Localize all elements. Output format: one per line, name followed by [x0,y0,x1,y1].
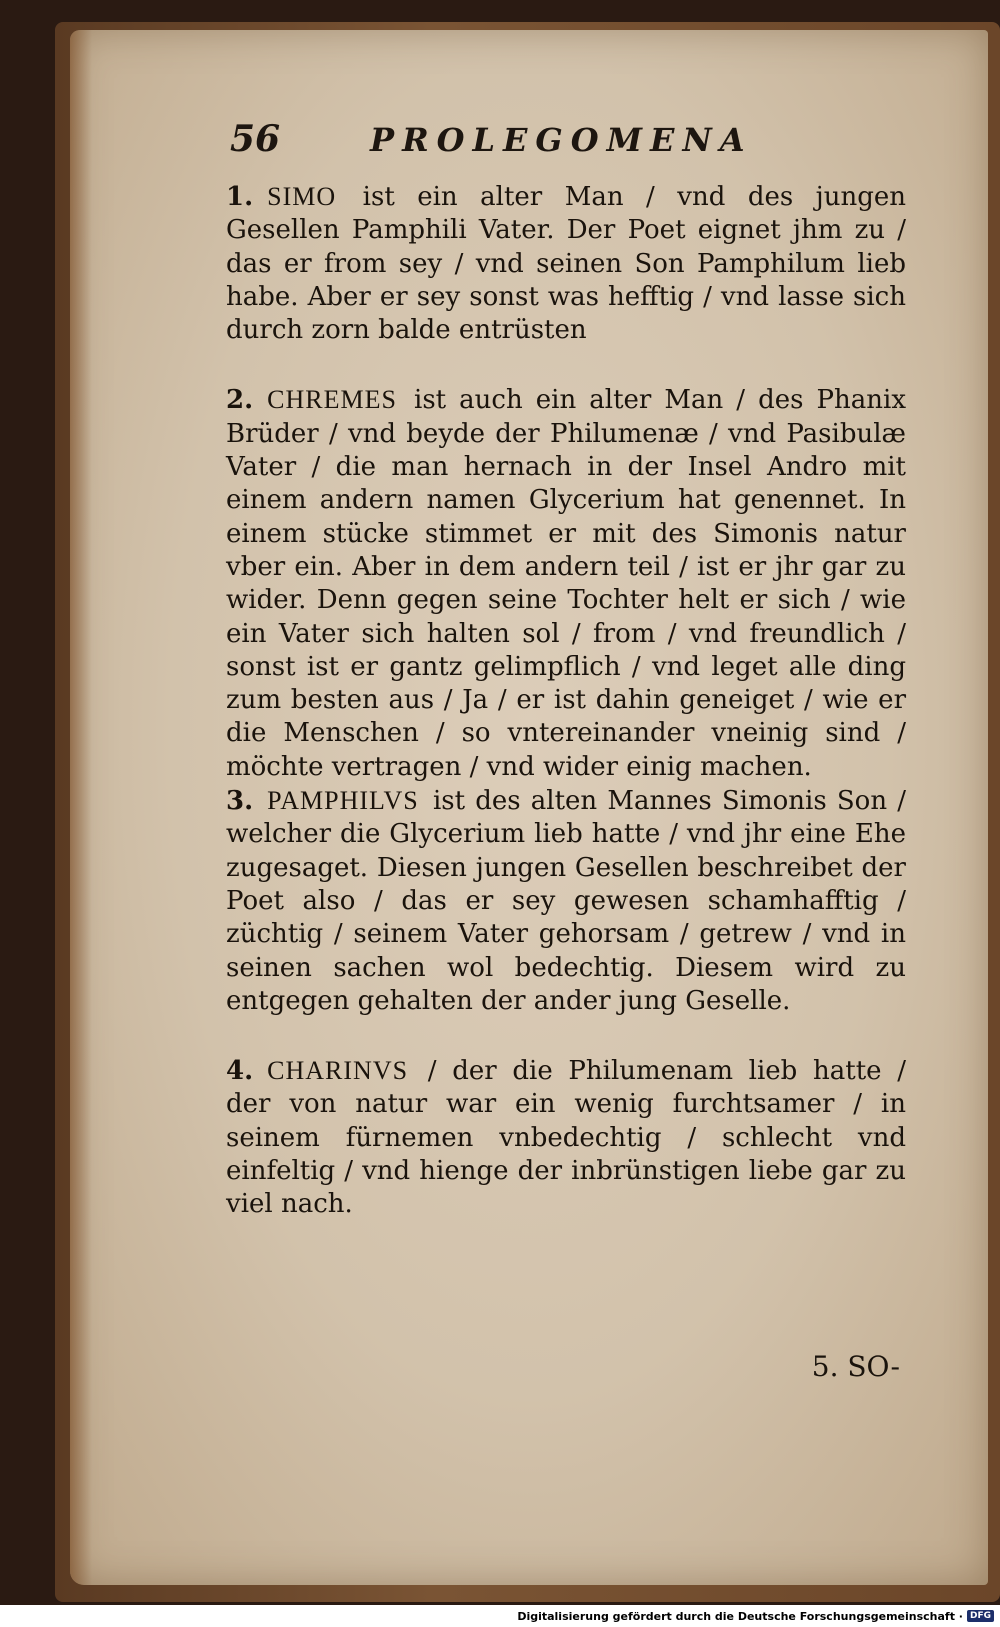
paragraph-number: 2. [226,385,254,416]
paragraph-number: 1. [226,182,254,212]
paragraph-number: 3. [226,786,254,817]
paragraph-text: ist auch ein alter Man / des Phanix Brüder / vnd beyde der Philumenæ / vnd Pasibulæ Vater / die man hernach in der Insel Andro mit einem andern namen Glycerium hat genennet. In einem stücke stimmet er mit des Simonis natur vber ein. Aber in dem andern teil / ist er jhr gar zu wider. Denn gegen seine Tochter helt er sich / wie ein Vater sich halten sol / from / vnd freundlich / sonst ist er gantz gelimpflich / vnd leget alle ding zum besten aus / Ja / er ist dahin geneiget / wie er die Menschen / so vntereinander vneinig sind / möchte vertragen / vnd wider einig machen. [226,385,906,782]
paragraph-charinus [226,1054,906,1221]
character-name: CHARINVS [267,1056,409,1086]
dfg-logo-icon: DFG [967,1610,994,1622]
paragraph-simo [226,180,906,347]
character-name: PAMPHILVS [267,786,419,816]
catchword: 5. SO- [811,1350,900,1383]
paragraph-pamphilus [226,784,906,1018]
paragraph-number: 4. [226,1056,254,1087]
character-name: CHREMES [267,385,397,415]
character-name: SIMO [267,182,337,211]
paragraph-text: / der die Philumenam lieb hatte / der von natur war ein wenig furchtsamer / in seinem fürnemen vnbedechtig / schlecht vnd einfeltig / vnd hienge der inbrünstigen liebe gar zu viel nach. [226,1056,906,1220]
page-header [230,118,790,168]
footer-bar [0,1605,1000,1627]
paragraph-text: ist ein alter Man / vnd des jungen Gesellen Pamphili Vater. Der Poet eignet jhm zu / das er from sey / vnd seinen Son Pamphilum lieb habe. Aber er sey sonst was hefftig / vnd lasse sich durch zorn balde entrüsten [226,182,906,346]
text-block [226,180,906,1222]
page-gutter-shadow [70,30,92,1585]
page-number: 56 [230,118,281,160]
paragraph-text: ist des alten Mannes Simonis Son / welcher die Glycerium lieb hatte / vnd jhr eine Ehe zugesaget. Diesen jungen Gesellen beschreibet der Poet also / das er sey gewesen schamhafftig / züchtig / seinem Vater gehorsam / getrew / vnd in seinen sachen wol bedechtig. Diesem wird zu entgegen gehalten der ander jung Geselle. [226,786,907,1016]
paragraph-chremes [226,383,906,784]
funding-credit: Digitalisierung gefördert durch die Deutsche Forschungsgemeinschaft · [517,1609,963,1623]
running-head: PROLEGOMENA [370,121,753,159]
